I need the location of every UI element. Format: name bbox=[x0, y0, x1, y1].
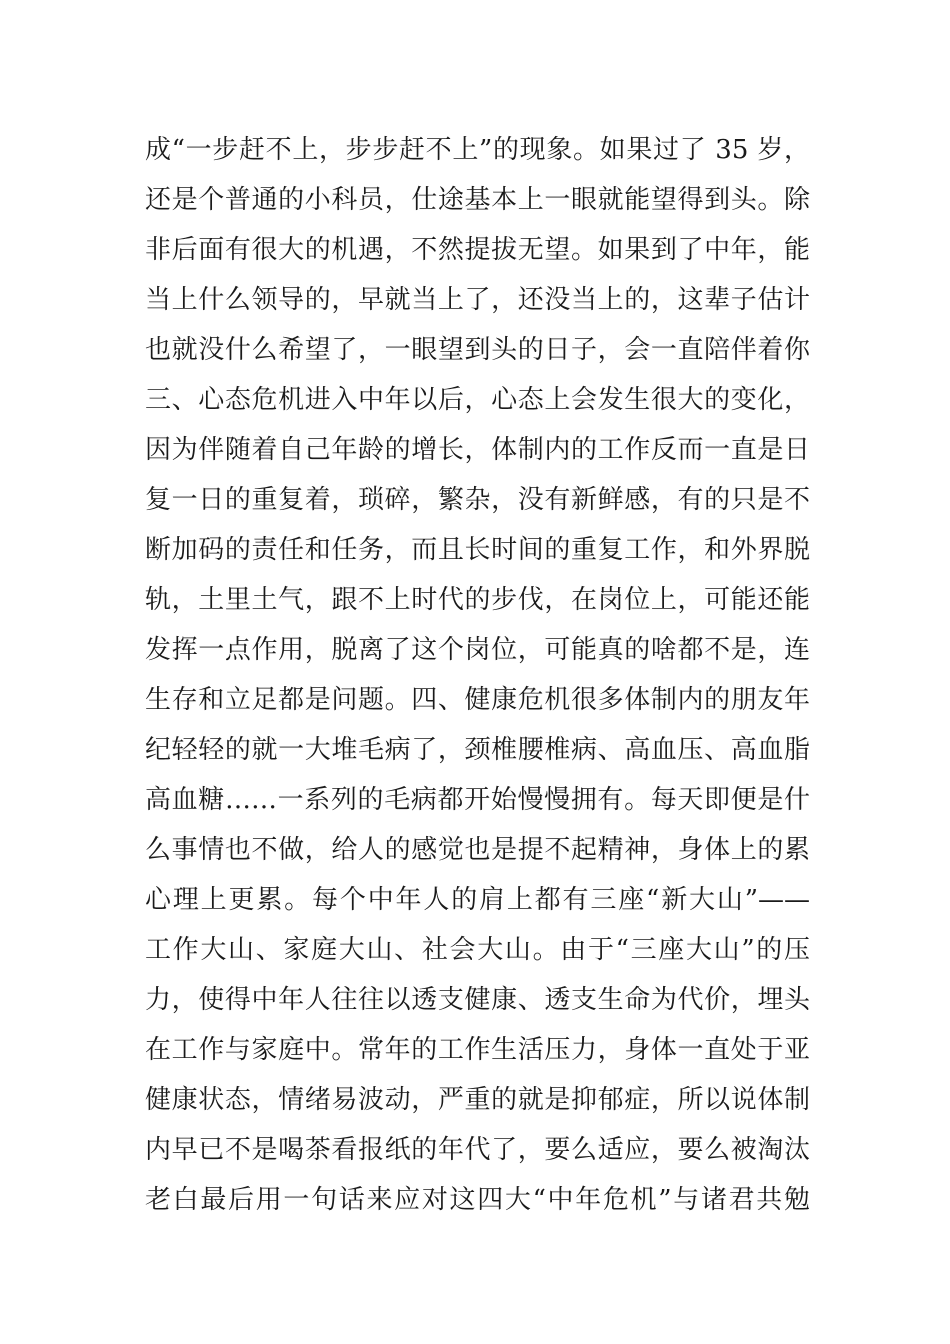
text-line: 力，使得中年人往往以透支健康、透支生命为代价，埋头 bbox=[145, 985, 810, 1015]
text-line: 轨，土里土气，跟不上时代的步伐，在岗位上，可能还能 bbox=[145, 585, 810, 615]
text-line: 因为伴随着自己年龄的增长，体制内的工作反而一直是日 bbox=[145, 435, 810, 465]
text-line: 当上什么领导的，早就当上了，还没当上的，这辈子估计 bbox=[145, 285, 810, 315]
text-line: 工作大山、家庭大山、社会大山。由于“三座大山”的压 bbox=[145, 935, 810, 965]
text-line: 也就没什么希望了，一眼望到头的日子，会一直陪伴着你 bbox=[145, 335, 810, 365]
text-line: 复一日的重复着，琐碎，繁杂，没有新鲜感，有的只是不 bbox=[145, 485, 810, 515]
text-line: 么事情也不做，给人的感觉也是提不起精神，身体上的累 bbox=[145, 835, 810, 865]
text-line: 老白最后用一句话来应对这四大“中年危机”与诸君共勉 bbox=[145, 1185, 810, 1215]
text-line: 内早已不是喝茶看报纸的年代了，要么适应，要么被淘汰 bbox=[145, 1135, 810, 1165]
text-line: 发挥一点作用，脱离了这个岗位，可能真的啥都不是，连 bbox=[145, 635, 810, 665]
body-text bbox=[145, 125, 810, 1225]
text-line: 非后面有很大的机遇，不然提拔无望。如果到了中年，能 bbox=[145, 235, 810, 265]
text-line: 生存和立足都是问题。四、健康危机很多体制内的朋友年 bbox=[145, 685, 810, 715]
text-line: 在工作与家庭中。常年的工作生活压力，身体一直处于亚 bbox=[145, 1035, 810, 1065]
text-line: 高血糖……一系列的毛病都开始慢慢拥有。每天即便是什 bbox=[145, 785, 810, 815]
text-line: 成“一步赶不上，步步赶不上”的现象。如果过了 35 岁， bbox=[145, 135, 810, 165]
text-line: 纪轻轻的就一大堆毛病了，颈椎腰椎病、高血压、高血脂 bbox=[145, 735, 810, 765]
text-line: 断加码的责任和任务，而且长时间的重复工作，和外界脱 bbox=[145, 535, 810, 565]
text-line: 心理上更累。每个中年人的肩上都有三座“新大山”—— bbox=[145, 885, 810, 915]
text-line: 健康状态，情绪易波动，严重的就是抑郁症，所以说体制 bbox=[145, 1085, 810, 1115]
text-line: 三、心态危机进入中年以后，心态上会发生很大的变化， bbox=[145, 385, 810, 415]
text-line: 还是个普通的小科员，仕途基本上一眼就能望得到头。除 bbox=[145, 185, 810, 215]
